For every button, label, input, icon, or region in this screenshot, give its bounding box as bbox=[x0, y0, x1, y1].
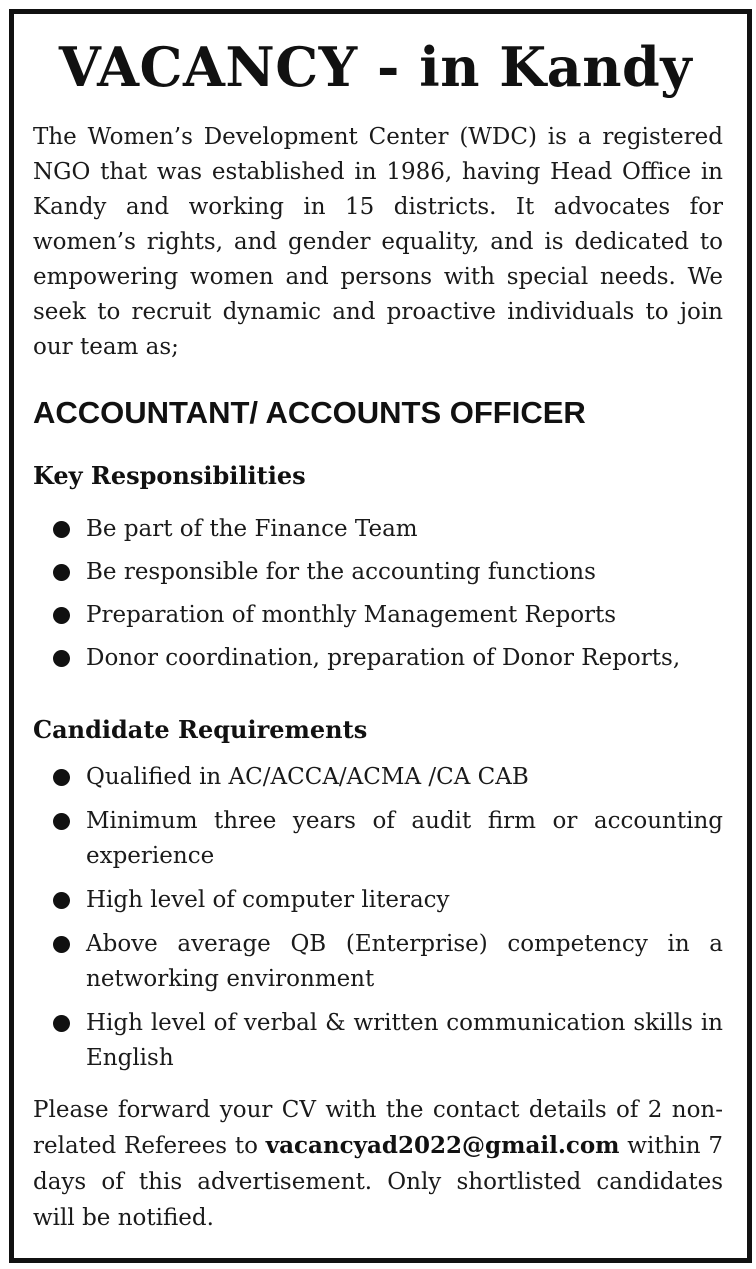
job-title: ACCOUNTANT/ ACCOUNTS OFFICER bbox=[33, 395, 586, 430]
bullet-icon bbox=[53, 892, 70, 909]
list-item: High level of verbal & written communication skills in English bbox=[53, 1006, 723, 1076]
bullet-icon bbox=[53, 769, 70, 786]
closing-text-end: within 7 days of this advertisement. Only shortlisted candidates will be notified. bbox=[33, 1133, 723, 1231]
list-item: Minimum three years of audit firm or accounting experience bbox=[53, 804, 723, 874]
bullet-icon bbox=[53, 607, 70, 624]
bullet-icon bbox=[53, 1015, 70, 1032]
closing-paragraph bbox=[33, 1092, 723, 1236]
page-title: VACANCY - in Kandy bbox=[58, 35, 693, 99]
closing-text: Please forward your CV with the contact details of 2 non-related Referees to bbox=[33, 1097, 723, 1159]
list-item: Preparation of monthly Management Reports bbox=[53, 598, 723, 633]
contact-email[interactable]: vacancyad2022@gmail.com bbox=[265, 1132, 620, 1159]
responsibilities-heading: Key Responsibilities bbox=[33, 461, 306, 490]
bullet-icon bbox=[53, 936, 70, 953]
list-item: Be part of the Finance Team bbox=[53, 512, 723, 547]
list-item: Qualified in AC/ACCA/ACMA /CA CAB bbox=[53, 760, 723, 795]
bullet-icon bbox=[53, 650, 70, 667]
bullet-icon bbox=[53, 813, 70, 830]
list-item: Be responsible for the accounting functions bbox=[53, 555, 723, 590]
bullet-icon bbox=[53, 521, 70, 538]
list-item: Donor coordination, preparation of Donor Reports, bbox=[53, 641, 723, 676]
responsibilities-list bbox=[53, 512, 723, 676]
requirements-heading: Candidate Requirements bbox=[33, 715, 368, 744]
list-item: High level of computer literacy bbox=[53, 883, 723, 918]
bullet-icon bbox=[53, 564, 70, 581]
intro-paragraph: The Women’s Development Center (WDC) is a registered NGO that was established in 1986, having Head Office in Kandy and working in 15 districts. It advocates for women’s rights, and gender equality, and is dedicated to empowering women and persons with special needs. We seek to recruit dynamic and proactive individuals to join our team as; bbox=[33, 124, 723, 360]
requirements-list bbox=[53, 760, 723, 1076]
list-item: Above average QB (Enterprise) competency in a networking environment bbox=[53, 927, 723, 997]
